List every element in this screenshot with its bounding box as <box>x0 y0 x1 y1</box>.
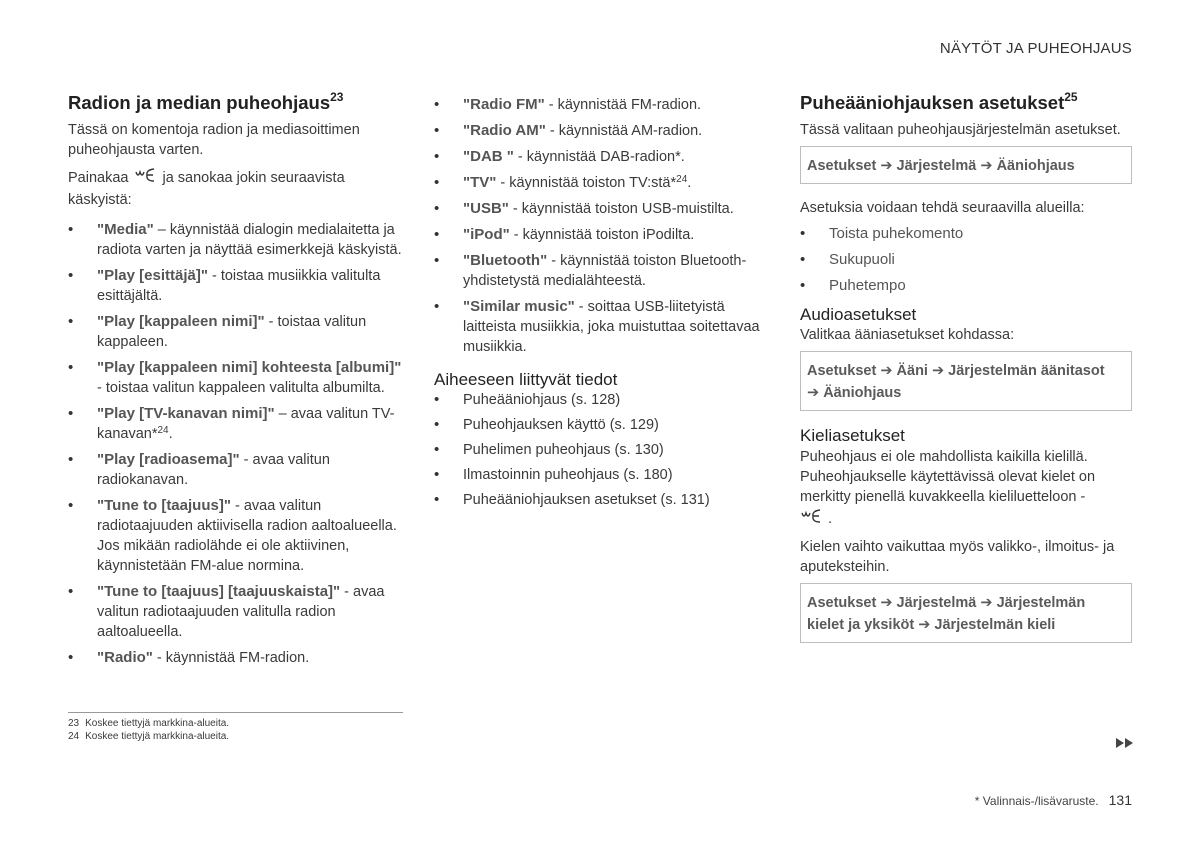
command-item: • "USB" - käynnistää toiston USB-muistilta. <box>434 199 772 219</box>
language-change-text: Kielen vaihto vaikuttaa myös valikko-, ilmoitus- ja aputeksteihin. <box>800 538 1115 575</box>
audio-settings-text: Valitkaa ääniasetukset kohdassa: <box>800 327 1015 344</box>
setting-item: • Toista puhekomento <box>800 224 1132 244</box>
intro-text: Tässä on komentoja radion ja mediasoittimen puheohjausta varten. <box>68 122 360 159</box>
settings-areas-list <box>800 224 1132 296</box>
command-item: • "Radio FM" - käynnistää FM-radion. <box>434 95 772 115</box>
related-link[interactable]: • Puheääniohjaus (s. 128) <box>434 390 772 410</box>
footnote: 23 Koskee tiettyjä markkina-alueita. <box>68 718 230 729</box>
command-item: • "Play [TV-kanavan nimi]" – avaa valitun TV-kanavan*$^{24}$. <box>68 404 403 444</box>
command-item: • "Radio" - käynnistää FM-radion. <box>68 648 403 668</box>
related-link[interactable]: • Ilmastoinnin puheohjaus (s. 180) <box>434 465 772 485</box>
command-item: • "Similar music" - soittaa USB-liitetyistä laitteista musiikkia, joka muistuttaa soitettavaa musiikkia. <box>434 297 772 357</box>
command-item: • "DAB " - käynnistää DAB-radion*. <box>434 147 772 167</box>
column-voice-settings <box>800 92 1132 657</box>
command-item: • "Bluetooth" - käynnistää toiston Bluetooth-yhdistetystä medialähteestä. <box>434 251 772 291</box>
related-links-list <box>434 390 772 510</box>
setting-item: • Sukupuoli <box>800 250 1132 270</box>
press-instruction: Painakaa ja sanokaa jokin seuraavista käskyistä: <box>68 166 403 210</box>
command-item: • "Media" – käynnistää dialogin medialaitetta ja radiota varten ja näyttää esimerkkejä käskyistä. <box>68 220 403 260</box>
command-item: • "Play [esittäjä]" - toistaa musiikkia valitulta esittäjältä. <box>68 266 403 306</box>
related-link[interactable]: • Puhelimen puheohjaus (s. 130) <box>434 440 772 460</box>
arrow-right-icon: ➔ <box>807 385 820 402</box>
command-item: • "Play [kappaleen nimi]" - toistaa valitun kappaleen. <box>68 312 403 352</box>
title-radio-media-voice: Radion ja median puheohjaus$^{23}$ <box>68 90 344 113</box>
related-link[interactable]: • Puheääniohjauksen asetukset (s. 131) <box>434 490 772 510</box>
section-header: NÄYTÖT JA PUHEOHJAUS <box>939 40 1132 57</box>
footnotes <box>68 712 403 743</box>
menu-path-audio: Asetukset ➔ Ääni ➔ Järjestelmän äänitasot ➔ Ääniohjaus <box>800 351 1132 411</box>
arrow-right-icon: ➔ <box>980 158 993 175</box>
title-voice-settings: Puheääniohjauksen asetukset$^{25}$ <box>800 90 1078 113</box>
column-voice-radio-media <box>68 92 403 674</box>
setting-item: • Puhetempo <box>800 276 1132 296</box>
arrow-right-icon: ➔ <box>880 158 893 175</box>
command-item: • "Tune to [taajuus]" - avaa valitun radiotaajuuden aktiivisella radion aaltoalueella. Jos mikään radiolähde ei ole aktiivinen, käynnistetään FM-alue normina. <box>68 496 403 576</box>
related-link[interactable]: • Puheohjauksen käyttö (s. 129) <box>434 415 772 435</box>
command-item: • "Radio AM" - käynnistää AM-radion. <box>434 121 772 141</box>
command-item: • "TV" - käynnistää toiston TV:stä*$^{24}$. <box>434 173 772 193</box>
language-settings-text: Puheohjaus ei ole mahdollista kaikilla kielillä. Puheohjaukselle käytettävissä olevat kielet on merkitty pienellä kuvakkeella kieliluetteloon - . <box>800 447 1132 531</box>
command-item: • "iPod" - käynnistää toiston iPodilta. <box>434 225 772 245</box>
menu-path-language: Asetukset ➔ Järjestelmä ➔ Järjestelmän kielet ja yksiköt ➔ Järjestelmän kieli <box>800 583 1132 643</box>
voice-command-list-2 <box>434 95 772 357</box>
voice-control-icon <box>800 507 822 531</box>
arrow-right-icon: ➔ <box>980 594 993 611</box>
areas-intro: Asetuksia voidaan tehdä seuraavilla alueilla: <box>800 200 1085 217</box>
command-item: • "Play [kappaleen nimi] kohteesta [albumi]" - toistaa valitun kappaleen valitulta albumilta. <box>68 358 403 398</box>
voice-control-icon <box>134 166 156 190</box>
language-settings-title: Kieliasetukset <box>800 426 905 446</box>
related-info-title: Aiheeseen liittyvät tiedot <box>434 370 618 389</box>
arrow-right-icon: ➔ <box>931 363 945 380</box>
optional-accessory-note: * Valinnais-/lisävaruste. <box>974 794 1099 808</box>
footnote: 24 Koskee tiettyjä markkina-alueita. <box>68 731 230 742</box>
arrow-right-icon: ➔ <box>880 363 893 380</box>
menu-path-voice-control: Asetukset ➔ Järjestelmä ➔ Ääniohjaus <box>800 146 1132 184</box>
continue-arrow-icon <box>1116 735 1134 753</box>
voice-command-list <box>68 220 403 668</box>
arrow-right-icon: ➔ <box>918 616 931 633</box>
command-item: • "Play [radioasema]" - avaa valitun radiokanavan. <box>68 450 403 490</box>
page-number: 131 <box>1108 792 1132 808</box>
column-commands-related <box>434 95 772 515</box>
audio-settings-title: Audioasetukset <box>800 305 917 325</box>
settings-intro: Tässä valitaan puheohjausjärjestelmän asetukset. <box>800 122 1121 139</box>
command-item: • "Tune to [taajuus] [taajuuskaista]" - avaa valitun radiotaajuuden valitulla radion aaltoalueella. <box>68 582 403 642</box>
page-footer <box>975 792 1132 808</box>
arrow-right-icon: ➔ <box>880 594 893 611</box>
